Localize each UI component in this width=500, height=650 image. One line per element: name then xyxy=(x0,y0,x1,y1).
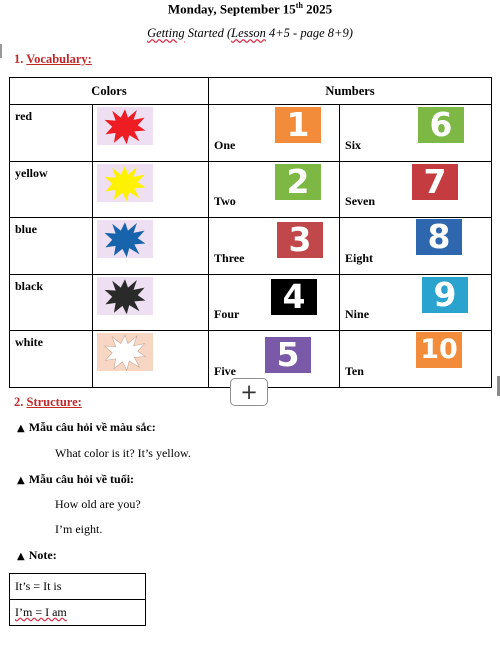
number-cell-left xyxy=(209,218,340,275)
color-swatch-cell xyxy=(93,105,209,162)
vocabulary-heading: 1. Vocabulary: xyxy=(14,52,92,66)
color-name: yellow xyxy=(10,161,93,218)
lesson-date: Monday, September 15th 2025 xyxy=(167,1,333,17)
number-tile: 1 xyxy=(275,107,321,143)
vocab-row xyxy=(10,105,492,162)
number-tile: 6 xyxy=(418,107,464,143)
number-tile: 10 xyxy=(416,332,462,368)
note-title: ▲ Note: xyxy=(17,548,57,562)
number-cell-right xyxy=(340,218,492,275)
number-cell-right xyxy=(340,331,492,388)
color-name: blue xyxy=(10,218,93,275)
lesson-subtitle: Getting Started (Lesson 4+5 - page 8+9) xyxy=(147,26,353,40)
vocab-row xyxy=(10,274,492,331)
number-word: Three xyxy=(214,250,245,265)
number-cell-left xyxy=(209,105,340,162)
vocab-row xyxy=(10,161,492,218)
color-name: red xyxy=(10,105,93,162)
number-word: Ten xyxy=(345,363,364,378)
number-cell-right xyxy=(340,274,492,331)
color-name: black xyxy=(10,274,93,331)
number-tile: 4 xyxy=(271,279,317,315)
colors-header: Colors xyxy=(10,78,209,105)
color-swatch-cell xyxy=(93,161,209,218)
color-swatch-cell xyxy=(93,331,209,388)
number-tile: 2 xyxy=(275,164,321,200)
paint-splash-icon xyxy=(97,107,153,145)
number-word: Nine xyxy=(345,307,370,321)
triangle-bullet-icon: ▲ xyxy=(17,475,25,486)
number-tile: 3 xyxy=(277,222,323,258)
triangle-bullet-icon: ▲ xyxy=(17,423,25,434)
numbers-header: Numbers xyxy=(209,78,492,105)
number-word: One xyxy=(214,137,236,152)
color-swatch-cell xyxy=(93,274,209,331)
number-cell-right xyxy=(340,105,492,162)
vocabulary-table xyxy=(9,77,492,388)
vocab-row xyxy=(10,218,492,275)
note-row: It’s = It is xyxy=(10,574,146,600)
number-word: Seven xyxy=(345,194,376,208)
paint-splash-icon xyxy=(97,164,153,202)
color-question-title: ▲ Mẫu câu hỏi về màu sắc: xyxy=(17,420,156,434)
number-tile: 9 xyxy=(422,277,468,313)
paint-splash-icon xyxy=(97,220,153,258)
age-example-answer: I’m eight. xyxy=(55,522,103,536)
number-tile: 5 xyxy=(265,337,311,373)
color-example: What color is it? It’s yellow. xyxy=(55,446,191,460)
number-tile: 7 xyxy=(412,164,458,200)
paint-splash-icon xyxy=(97,333,153,371)
plus-icon: + xyxy=(240,380,258,404)
number-word: Two xyxy=(214,194,236,208)
triangle-bullet-icon: ▲ xyxy=(17,551,25,562)
color-swatch-cell xyxy=(93,218,209,275)
number-word: Eight xyxy=(345,250,374,265)
number-cell-left xyxy=(209,161,340,218)
number-word: Four xyxy=(214,307,240,321)
age-example-question: How old are you? xyxy=(55,497,141,511)
number-cell-left xyxy=(209,274,340,331)
number-cell-left xyxy=(209,331,340,388)
age-question-title: ▲ Mẫu câu hỏi về tuổi: xyxy=(17,472,135,486)
number-cell-right xyxy=(340,161,492,218)
paint-splash-icon xyxy=(97,277,153,315)
note-row: I’m = I am xyxy=(10,600,146,626)
number-word: Six xyxy=(345,137,362,152)
number-word: Five xyxy=(214,363,237,378)
note-table xyxy=(9,573,146,626)
structure-heading: 2. Structure: xyxy=(14,395,82,409)
color-name: white xyxy=(10,331,93,388)
number-tile: 8 xyxy=(416,219,462,255)
add-row-button[interactable] xyxy=(230,378,268,406)
margin-marker xyxy=(0,44,2,58)
